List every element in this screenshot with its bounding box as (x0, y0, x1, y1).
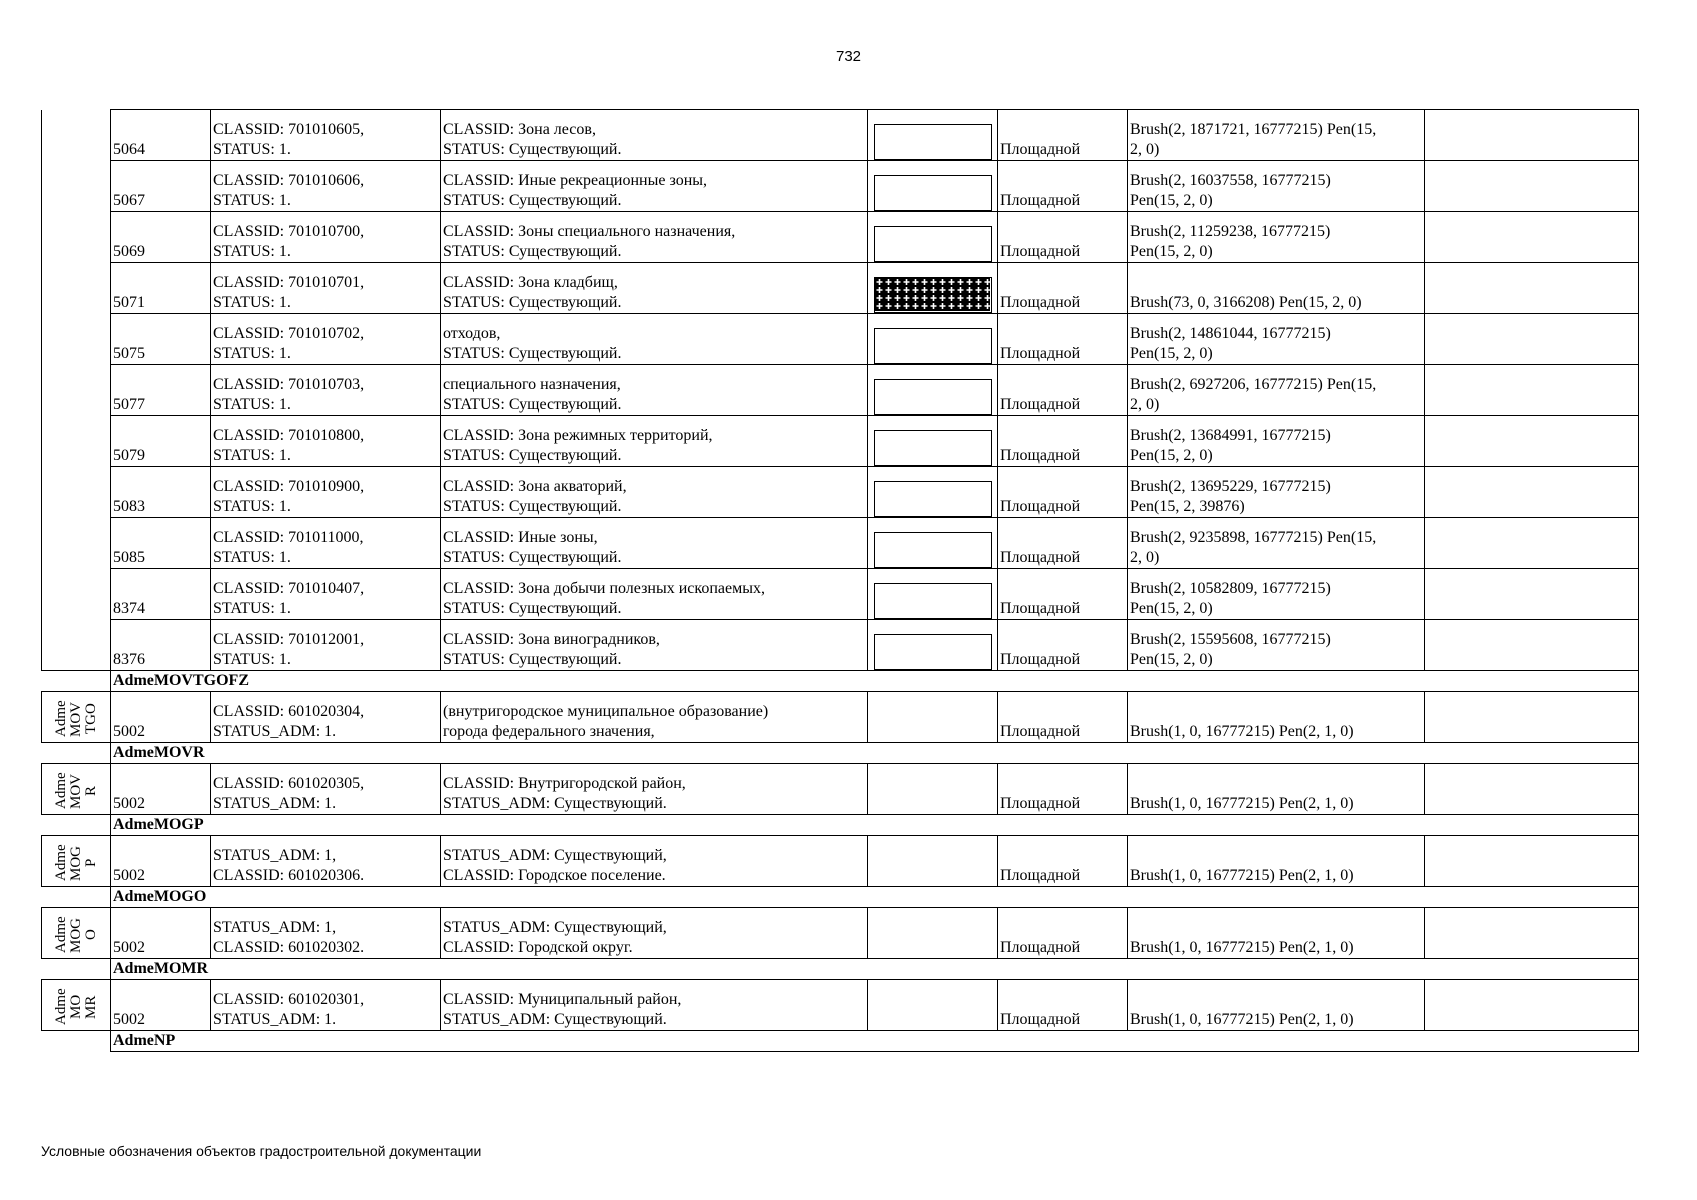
description-cell: CLASSID: Зона лесов, STATUS: Существующий. (441, 110, 868, 161)
style-cell: Brush(2, 13695229, 16777215) Pen(15, 2, 39876) (1128, 467, 1425, 518)
geometry-type-cell: Площадной (998, 764, 1128, 815)
section-header-row (42, 671, 1639, 692)
section-spacer (42, 959, 111, 980)
group-label: Adme MO MR (52, 988, 99, 1026)
classid-cell: CLASSID: 701010900, STATUS: 1. (211, 467, 441, 518)
geometry-type-cell: Площадной (998, 416, 1128, 467)
section-spacer (42, 815, 111, 836)
group-label-cell (42, 692, 111, 743)
classid-cell: CLASSID: 701012001, STATUS: 1. (211, 620, 441, 671)
code-cell: 5085 (111, 518, 211, 569)
description-cell: CLASSID: Зона режимных территорий, STATUS: Существующий. (441, 416, 868, 467)
code-cell: 5002 (111, 836, 211, 887)
symbol-cell (868, 980, 998, 1031)
style-cell: Brush(2, 11259238, 16777215) Pen(15, 2, 0) (1128, 212, 1425, 263)
section-spacer (42, 671, 111, 692)
group-label: Adme MOV TGO (52, 700, 99, 738)
geometry-type-cell: Площадной (998, 569, 1128, 620)
style-cell: Brush(1, 0, 16777215) Pen(2, 1, 0) (1128, 980, 1425, 1031)
style-cell: Brush(2, 14861044, 16777215) Pen(15, 2, 0) (1128, 314, 1425, 365)
area-swatch (874, 583, 992, 619)
extra-cell (1425, 161, 1639, 212)
classid-cell: CLASSID: 701010701, STATUS: 1. (211, 263, 441, 314)
group-cell (42, 212, 111, 263)
area-swatch (874, 175, 992, 211)
area-swatch (874, 634, 992, 670)
code-cell: 5064 (111, 110, 211, 161)
style-cell: Brush(2, 16037558, 16777215) Pen(15, 2, 0) (1128, 161, 1425, 212)
table-row (42, 212, 1639, 263)
classid-cell: CLASSID: 701010800, STATUS: 1. (211, 416, 441, 467)
extra-cell (1425, 110, 1639, 161)
group-label-cell (42, 908, 111, 959)
table-row (42, 908, 1639, 959)
classid-cell: STATUS_ADM: 1, CLASSID: 601020306. (211, 836, 441, 887)
description-cell: специального назначения, STATUS: Существующий. (441, 365, 868, 416)
table-row (42, 263, 1639, 314)
group-cell (42, 161, 111, 212)
area-swatch (874, 124, 992, 160)
description-cell: CLASSID: Внутригородской район, STATUS_ADM: Существующий. (441, 764, 868, 815)
extra-cell (1425, 569, 1639, 620)
section-title: AdmeMOGP (111, 815, 1639, 836)
style-cell: Brush(73, 0, 3166208) Pen(15, 2, 0) (1128, 263, 1425, 314)
code-cell: 5002 (111, 908, 211, 959)
extra-cell (1425, 764, 1639, 815)
symbol-cell (868, 212, 998, 263)
table-row (42, 518, 1639, 569)
cross-hatch-swatch (874, 277, 992, 313)
geometry-type-cell: Площадной (998, 110, 1128, 161)
group-label: Adme MOG O (52, 916, 99, 954)
geometry-type-cell: Площадной (998, 908, 1128, 959)
group-label-cell (42, 980, 111, 1031)
section-header-row (42, 815, 1639, 836)
group-cell (42, 365, 111, 416)
section-header-row (42, 959, 1639, 980)
extra-cell (1425, 692, 1639, 743)
description-cell: CLASSID: Иные зоны, STATUS: Существующий. (441, 518, 868, 569)
section-title: AdmeNP (111, 1031, 1639, 1052)
extra-cell (1425, 365, 1639, 416)
style-cell: Brush(1, 0, 16777215) Pen(2, 1, 0) (1128, 764, 1425, 815)
section-title: AdmeMOVTGOFZ (111, 671, 1639, 692)
code-cell: 5002 (111, 980, 211, 1031)
classid-cell: CLASSID: 701011000, STATUS: 1. (211, 518, 441, 569)
classid-cell: CLASSID: 601020301, STATUS_ADM: 1. (211, 980, 441, 1031)
style-cell: Brush(1, 0, 16777215) Pen(2, 1, 0) (1128, 836, 1425, 887)
table-row (42, 365, 1639, 416)
extra-cell (1425, 908, 1639, 959)
description-cell: отходов, STATUS: Существующий. (441, 314, 868, 365)
code-cell: 8374 (111, 569, 211, 620)
extra-cell (1425, 467, 1639, 518)
table-row (42, 110, 1639, 161)
geometry-type-cell: Площадной (998, 467, 1128, 518)
extra-cell (1425, 620, 1639, 671)
code-cell: 5077 (111, 365, 211, 416)
description-cell: (внутригородское муниципальное образование) города федерального значения, (441, 692, 868, 743)
style-cell: Brush(2, 10582809, 16777215) Pen(15, 2, 0) (1128, 569, 1425, 620)
symbol-cell (868, 416, 998, 467)
symbol-cell (868, 263, 998, 314)
area-swatch (874, 430, 992, 466)
table-row (42, 467, 1639, 518)
symbol-cell (868, 467, 998, 518)
group-label-cell (42, 836, 111, 887)
description-cell: CLASSID: Зона кладбищ, STATUS: Существующий. (441, 263, 868, 314)
geometry-type-cell: Площадной (998, 692, 1128, 743)
classid-cell: CLASSID: 601020304, STATUS_ADM: 1. (211, 692, 441, 743)
group-cell (42, 263, 111, 314)
style-cell: Brush(2, 1871721, 16777215) Pen(15, 2, 0) (1128, 110, 1425, 161)
section-header-row (42, 743, 1639, 764)
description-cell: CLASSID: Муниципальный район, STATUS_ADM: Существующий. (441, 980, 868, 1031)
geometry-type-cell: Площадной (998, 365, 1128, 416)
group-cell (42, 416, 111, 467)
section-spacer (42, 743, 111, 764)
code-cell: 5002 (111, 764, 211, 815)
classid-cell: CLASSID: 701010702, STATUS: 1. (211, 314, 441, 365)
table-row (42, 764, 1639, 815)
section-title: AdmeMOGO (111, 887, 1639, 908)
code-cell: 5075 (111, 314, 211, 365)
description-cell: CLASSID: Иные рекреационные зоны, STATUS: Существующий. (441, 161, 868, 212)
geometry-type-cell: Площадной (998, 980, 1128, 1031)
group-cell (42, 314, 111, 365)
table-row (42, 692, 1639, 743)
section-spacer (42, 1031, 111, 1052)
extra-cell (1425, 518, 1639, 569)
group-cell (42, 569, 111, 620)
table-row (42, 161, 1639, 212)
geometry-type-cell: Площадной (998, 836, 1128, 887)
section-header-row (42, 887, 1639, 908)
code-cell: 8376 (111, 620, 211, 671)
symbol-cell (868, 764, 998, 815)
description-cell: CLASSID: Зона добычи полезных ископаемых, STATUS: Существующий. (441, 569, 868, 620)
symbol-cell (868, 110, 998, 161)
geometry-type-cell: Площадной (998, 161, 1128, 212)
legend-table (41, 109, 1639, 1052)
classid-cell: CLASSID: 701010606, STATUS: 1. (211, 161, 441, 212)
symbol-cell (868, 692, 998, 743)
code-cell: 5002 (111, 692, 211, 743)
footer-text: Условные обозначения объектов градостроительной документации (41, 1143, 482, 1159)
style-cell: Brush(1, 0, 16777215) Pen(2, 1, 0) (1128, 692, 1425, 743)
table-row (42, 569, 1639, 620)
legend-table-body (42, 110, 1639, 1052)
geometry-type-cell: Площадной (998, 314, 1128, 365)
area-swatch (874, 328, 992, 364)
description-cell: STATUS_ADM: Существующий, CLASSID: Городское поселение. (441, 836, 868, 887)
classid-cell: CLASSID: 701010605, STATUS: 1. (211, 110, 441, 161)
area-swatch (874, 481, 992, 517)
extra-cell (1425, 416, 1639, 467)
page-number: 732 (835, 48, 862, 65)
symbol-cell (868, 161, 998, 212)
extra-cell (1425, 212, 1639, 263)
code-cell: 5071 (111, 263, 211, 314)
group-cell (42, 110, 111, 161)
classid-cell: CLASSID: 601020305, STATUS_ADM: 1. (211, 764, 441, 815)
classid-cell: STATUS_ADM: 1, CLASSID: 601020302. (211, 908, 441, 959)
section-title: AdmeMOMR (111, 959, 1639, 980)
group-label-cell (42, 764, 111, 815)
geometry-type-cell: Площадной (998, 518, 1128, 569)
classid-cell: CLASSID: 701010407, STATUS: 1. (211, 569, 441, 620)
extra-cell (1425, 836, 1639, 887)
description-cell: CLASSID: Зона акваторий, STATUS: Существующий. (441, 467, 868, 518)
area-swatch (874, 226, 992, 262)
area-swatch (874, 379, 992, 415)
group-cell (42, 467, 111, 518)
classid-cell: CLASSID: 701010703, STATUS: 1. (211, 365, 441, 416)
style-cell: Brush(2, 13684991, 16777215) Pen(15, 2, 0) (1128, 416, 1425, 467)
group-label: Adme MOG P (52, 844, 99, 882)
style-cell: Brush(2, 15595608, 16777215) Pen(15, 2, 0) (1128, 620, 1425, 671)
description-cell: CLASSID: Зона виноградников, STATUS: Существующий. (441, 620, 868, 671)
section-title: AdmeMOVR (111, 743, 1639, 764)
style-cell: Brush(2, 6927206, 16777215) Pen(15, 2, 0) (1128, 365, 1425, 416)
description-cell: CLASSID: Зоны специального назначения, STATUS: Существующий. (441, 212, 868, 263)
symbol-cell (868, 908, 998, 959)
section-spacer (42, 887, 111, 908)
extra-cell (1425, 980, 1639, 1031)
extra-cell (1425, 314, 1639, 365)
symbol-cell (868, 569, 998, 620)
style-cell: Brush(2, 9235898, 16777215) Pen(15, 2, 0) (1128, 518, 1425, 569)
table-row (42, 416, 1639, 467)
table-row (42, 836, 1639, 887)
extra-cell (1425, 263, 1639, 314)
description-cell: STATUS_ADM: Существующий, CLASSID: Городской округ. (441, 908, 868, 959)
style-cell: Brush(1, 0, 16777215) Pen(2, 1, 0) (1128, 908, 1425, 959)
group-label: Adme MOV R (52, 772, 99, 810)
code-cell: 5067 (111, 161, 211, 212)
table-row (42, 314, 1639, 365)
symbol-cell (868, 518, 998, 569)
symbol-cell (868, 620, 998, 671)
table-row (42, 620, 1639, 671)
symbol-cell (868, 836, 998, 887)
section-header-row (42, 1031, 1639, 1052)
area-swatch (874, 532, 992, 568)
symbol-cell (868, 314, 998, 365)
code-cell: 5069 (111, 212, 211, 263)
geometry-type-cell: Площадной (998, 263, 1128, 314)
code-cell: 5079 (111, 416, 211, 467)
table-row (42, 980, 1639, 1031)
geometry-type-cell: Площадной (998, 620, 1128, 671)
code-cell: 5083 (111, 467, 211, 518)
group-cell (42, 620, 111, 671)
geometry-type-cell: Площадной (998, 212, 1128, 263)
symbol-cell (868, 365, 998, 416)
classid-cell: CLASSID: 701010700, STATUS: 1. (211, 212, 441, 263)
group-cell (42, 518, 111, 569)
